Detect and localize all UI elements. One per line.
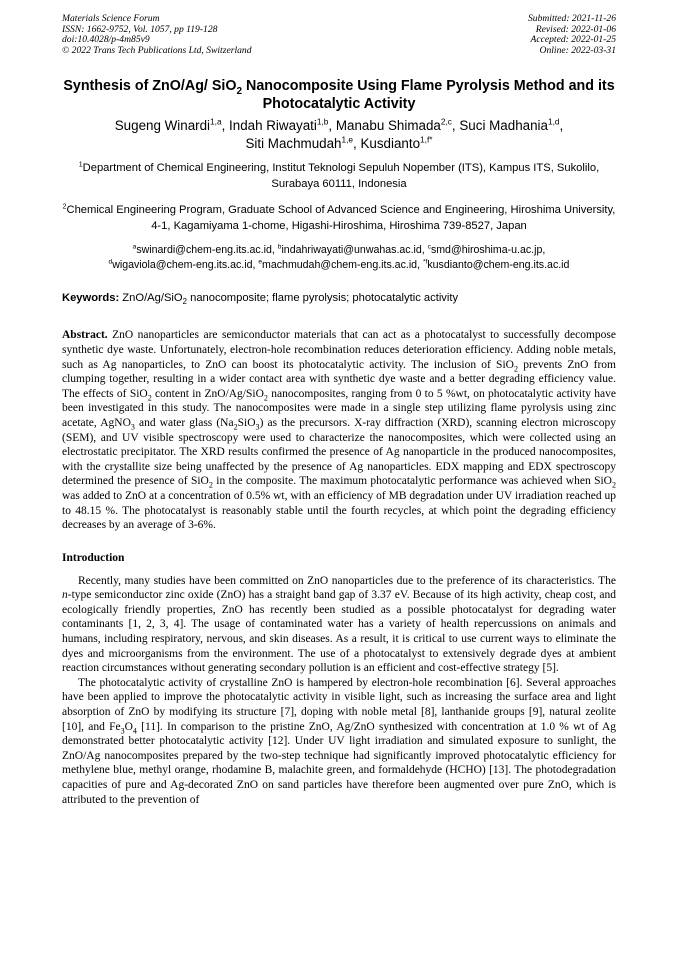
email[interactable]: $^a$swinardi@chem-eng.its.ac.id [132, 243, 272, 257]
author-list [62, 117, 616, 153]
email[interactable]: $^c$smd@hiroshima-u.ac.jp [427, 243, 543, 257]
journal-header [62, 14, 616, 56]
issn-volume: ISSN: 1662-9752, Vol. 1057, pp 119-128 [62, 23, 218, 35]
keywords: Keywords: ZnO/Ag/SiO$_2$ nanocomposite; flame pyrolysis; photocatalytic activity [62, 292, 459, 307]
title-text-2: Nanocomposite Using Flame Pyrolysis Method and its Photocatalytic Activity [242, 78, 615, 113]
journal-name: Materials Science Forum [62, 13, 160, 24]
date-submitted: Submitted: 2021-11-26 [527, 13, 616, 24]
email[interactable]: $^b$indahriwayati@unwahas.ac.id [277, 243, 422, 257]
author: Manabu Shimada$^{2,c}$, [335, 116, 460, 134]
author: Suci Madhania$^{1,d}$, [459, 116, 564, 134]
date-revised: Revised: 2022-01-06 [535, 23, 616, 35]
author: Kusdianto$^{1,f*}$ [360, 134, 433, 152]
email[interactable]: $^e$machmudah@chem-eng.its.ac.id [258, 258, 418, 272]
intro-paragraph-1: Recently, many studies have been committed on ZnO nanoparticles due to the preference of its characteristics. The n-type semiconductor zinc oxide (ZnO) has a straight band gap of 3.37 eV. Because of its high activity, cheap cost, and ecologically friendly properties, ZnO has recently been studied as a possible photocatalyst for degrading water contaminants [1, 2, 3, 4]. The usage of contaminated water has a variety of health repercussions on animals and humans, including respiratory, nervous, and skin diseases. As a result, it is critical to use current ways to eliminate the dyes and microorganisms from the environment. The use of a photocatalyst to extensively degrade dyes at ambient reaction circumstances without generating secondary pollution is an efficient and cost-effective strategy [5]. [62, 574, 616, 675]
abstract-label: Abstract. [62, 329, 108, 342]
date-online: Online: 2022-03-31 [539, 44, 616, 56]
keywords-label: Keywords: [62, 292, 120, 305]
journal-info [62, 14, 252, 56]
publication-dates [528, 14, 616, 56]
email[interactable]: $^d$wigaviola@chem-eng.its.ac.id [108, 258, 253, 272]
paper-title [62, 77, 616, 113]
author: Sugeng Winardi$^{1,a}$, [114, 116, 230, 134]
affiliation-1: $^1$Department of Chemical Engineering, Institut Teknologi Sepuluh Nopember (ITS), Kampus ITS, Sukolilo, Surabaya 60111, Indonesia [78, 161, 600, 190]
author-emails: $^a$swinardi@chem-eng.its.ac.id, $^b$indahriwayati@unwahas.ac.id, $^c$smd@hiroshima-u.ac.jp, $^d$wigaviola@chem-eng.its.ac.id, $^e$machmudah@chem-eng.its.ac.id, $^{*f}$kusdianto@chem-eng.its.ac.id [108, 243, 570, 272]
author: Indah Riwayati$^{1,b}$, [229, 116, 336, 134]
author: Siti Machmudah$^{1,e}$, [245, 134, 361, 152]
section-heading-introduction: Introduction [62, 551, 125, 564]
doi[interactable]: doi:10.4028/p-4m85v9 [62, 34, 150, 46]
affiliation-2: $^2$Chemical Engineering Program, Graduate School of Advanced Science and Engineering, Hiroshima University, 4-1, Kagamiyama 1-chome, Higashi-Hiroshima, Hiroshima 739-8527, Japan [62, 203, 616, 232]
email[interactable]: $^{*f}$kusdianto@chem-eng.its.ac.id [422, 258, 570, 272]
date-accepted: Accepted: 2022-01-25 [530, 34, 616, 46]
copyright: © 2022 Trans Tech Publications Ltd, Switzerland [62, 44, 252, 56]
intro-paragraph-2: The photocatalytic activity of crystalline ZnO is hampered by electron-hole recombination [6]. Several approaches have been applied to improve the photocatalytic activity in visible light, such as increasing the surface area and light absorption of ZnO by modifying its structure [7], doping with noble metal [8], lanthanide groups [9], natural zeolite [10], and $Fe_3O_4$ [11]. In comparison to the pristine ZnO, Ag/ZnO synthesized with concentration at 1.0 % wt of Ag demonstrated better photocatalytic activity [12]. Under UV light irradiation and simulated exposure to sunlight, the ZnO/Ag nanocomposites prepared by the two-step technique had significantly improved photocatalytic efficiency for methylene blue, methyl orange, rhodamine B, malachite green, and formaldehyde (HCHO) [13]. The photodegradation capacities of pure and Ag-decorated ZnO on sand particles have therefore been augmented over pure ZnO, which is attributed to the prevention of [62, 676, 617, 806]
abstract: Abstract. ZnO nanoparticles are semiconductor materials that can act as a photocatalyst to successfully decompose synthetic dye waste. Unfortunately, electron-hole recombination reduces deterioration efficiency. Adding noble metals, such as Ag nanoparticles, to ZnO can boost its photocatalytic activity. The inclusion of SiO$_2$ prevents ZnO from clumping together, resulting in a wider contact area with synthetic dye waste and a better degrading efficiency value. The effects of SiO$_2$ content in ZnO/Ag/SiO$_2$ nanocomposites, ranging from 0 to 5 %wt, on photocatalytic activity have been investigated in this study. The nanocomposites were made in a single step utilizing flame pyrolysis using zinc acetate, AgNO$_3$ and water glass $(Na_2SiO_3)$ as the precursors. X-ray diffraction (XRD), scanning electron microscopy (SEM), and UV visible spectroscopy were used to characterize the nanocomposites, which were collected using an electrostatic precipitator. The XRD results confirmed the presence of Ag nanoparticle in the produced nanocomposites, with the crystallite size being unaffected by the presence of Ag nanoparticles. EDX mapping and EDX spectroscopy determined the presence of SiO$_2$ in the composite. The maximum photocatalytic performance was achieved when SiO$_2$ was added to ZnO at a concentration of 0.5% wt, with an efficiency of MB degradation under UV irradiation reached up to 48.15 %. The photocatalyst is reasonably stable until the fourth recycles, at which point the degrading efficiency decreases by an average of 3-6%. [62, 329, 616, 532]
title-subscript: 2 [236, 86, 243, 98]
title-text-1: Synthesis of ZnO/Ag/ SiO [63, 78, 237, 95]
